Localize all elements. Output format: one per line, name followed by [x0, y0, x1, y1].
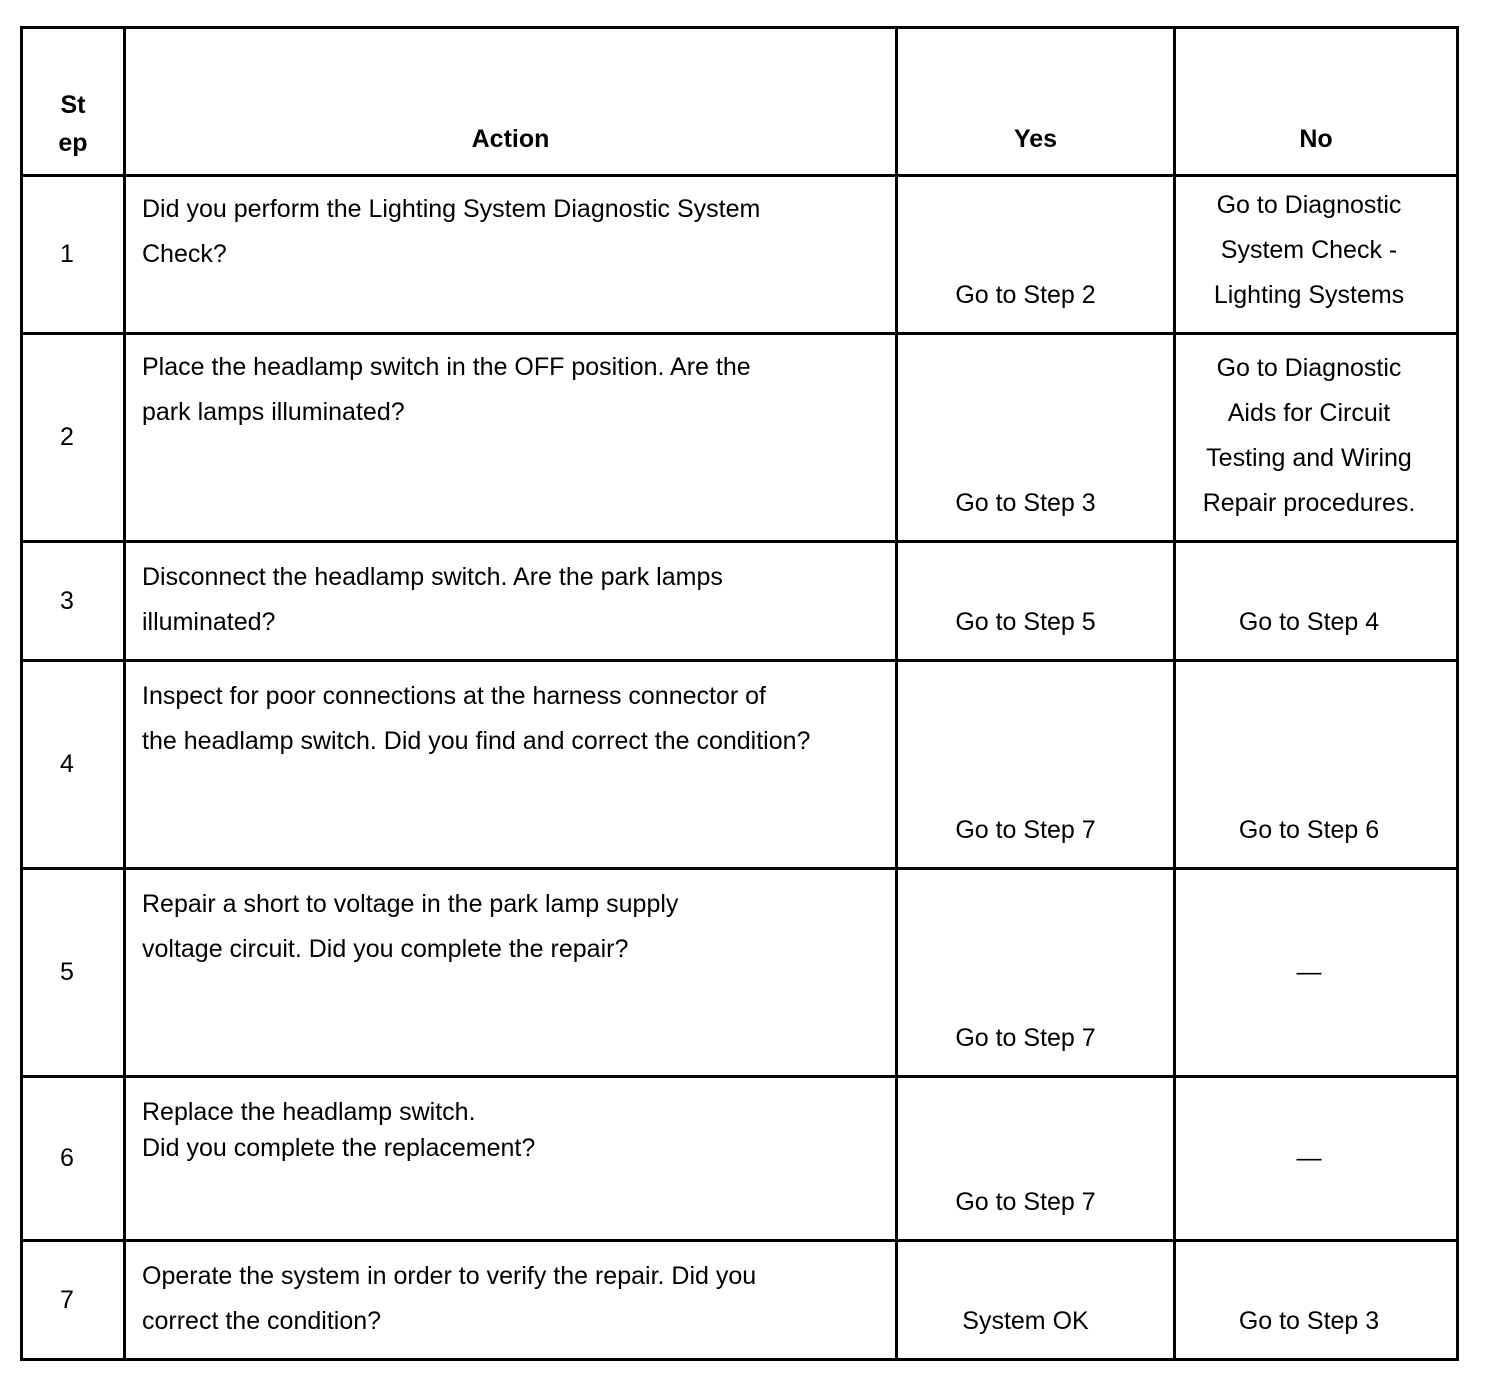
yes-result: Go to Step 5 [897, 542, 1175, 661]
yes-result: Go to Step 2 [897, 176, 1175, 334]
action-text: Disconnect the headlamp switch. Are the park lamps illuminated? [125, 542, 897, 661]
action-text: Did you perform the Lighting System Diagnostic System Check? [125, 176, 897, 334]
no-result: Go to Step 3 [1175, 1241, 1458, 1360]
step-number: 2 [22, 334, 125, 542]
action-text: Replace the headlamp switch. Did you complete the replacement? [125, 1077, 897, 1241]
header-action: Action [125, 28, 897, 176]
no-result: Go to Step 6 [1175, 661, 1458, 869]
step-number: 1 [22, 176, 125, 334]
header-row [22, 28, 1458, 176]
yes-result: Go to Step 7 [897, 661, 1175, 869]
step-number: 3 [22, 542, 125, 661]
no-result: — [1175, 1077, 1458, 1241]
table-row [22, 661, 1458, 869]
table-row [22, 176, 1458, 334]
no-result: — [1175, 869, 1458, 1077]
yes-result: System OK [897, 1241, 1175, 1360]
header-step: St ep [22, 28, 125, 176]
step-number: 7 [22, 1241, 125, 1360]
table-row [22, 869, 1458, 1077]
yes-result: Go to Step 7 [897, 1077, 1175, 1241]
step-number: 4 [22, 661, 125, 869]
action-text: Operate the system in order to verify the repair. Did you correct the condition? [125, 1241, 897, 1360]
table-row [22, 334, 1458, 542]
step-number: 5 [22, 869, 125, 1077]
action-text: Inspect for poor connections at the harness connector of the headlamp switch. Did you find and correct the condition? [125, 661, 897, 869]
step-number: 6 [22, 1077, 125, 1241]
table-row [22, 1241, 1458, 1360]
yes-result: Go to Step 7 [897, 869, 1175, 1077]
header-yes: Yes [897, 28, 1175, 176]
no-result: Go to Diagnostic Aids for Circuit Testing and Wiring Repair procedures. [1175, 334, 1458, 542]
header-no: No [1175, 28, 1458, 176]
diagnostic-table [20, 26, 1459, 1361]
table-row [22, 1077, 1458, 1241]
no-result: Go to Step 4 [1175, 542, 1458, 661]
table-row [22, 542, 1458, 661]
action-text: Repair a short to voltage in the park lamp supply voltage circuit. Did you complete the repair? [125, 869, 897, 1077]
yes-result: Go to Step 3 [897, 334, 1175, 542]
action-text: Place the headlamp switch in the OFF position. Are the park lamps illuminated? [125, 334, 897, 542]
no-result: Go to Diagnostic System Check - Lighting Systems [1175, 176, 1458, 334]
